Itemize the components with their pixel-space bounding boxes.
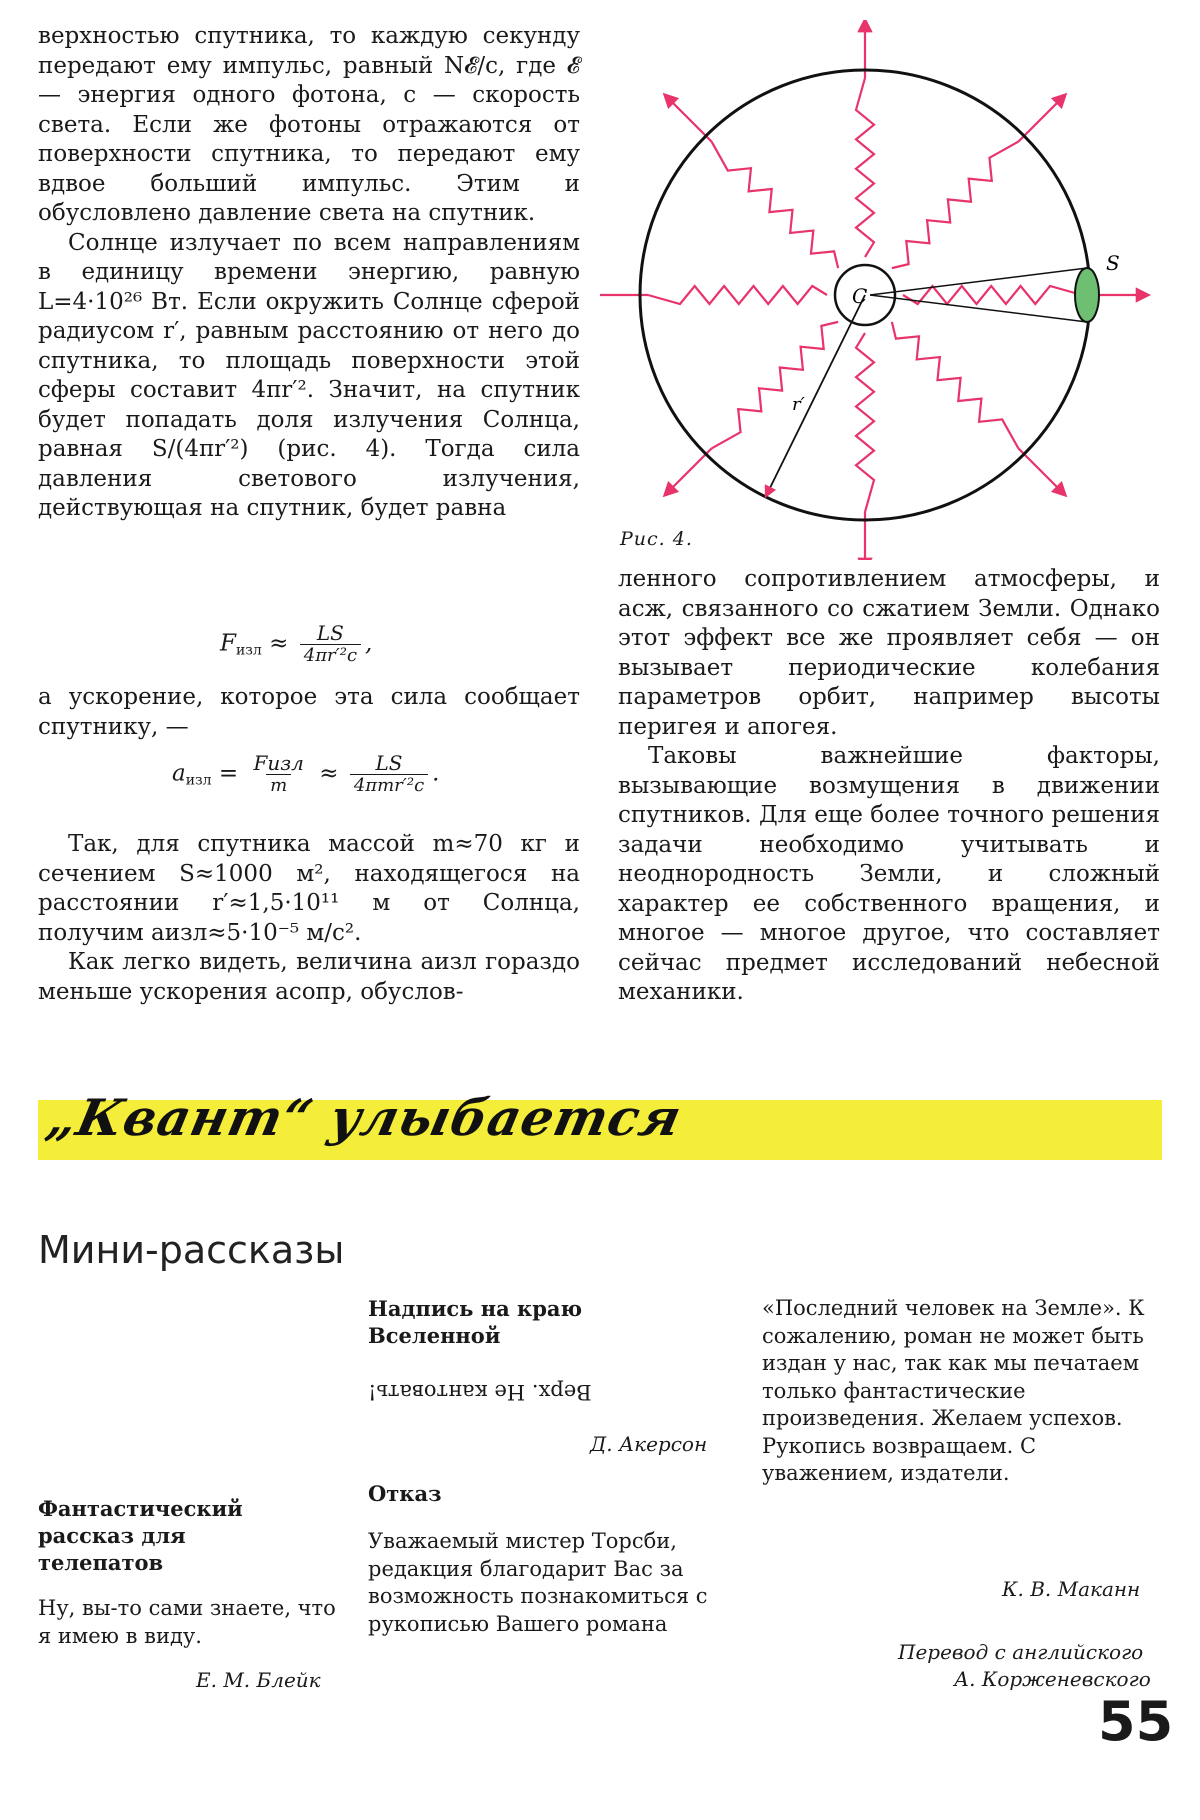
acceleration-formula: $a_{изл}$ = $\frac{\text{Fизл}}{m}$ ≈ $\frac{LS}{\text{4πmr′²c}}$ . (172, 751, 440, 796)
radiation-diagram (600, 20, 1160, 560)
force-formula: $F_{изл}$ ≈ $\frac{LS}{\text{4πr′²c}}$ , (220, 621, 373, 666)
approx-sign: ≈ (269, 630, 289, 657)
radiation-ray-zigzag (856, 333, 874, 512)
approx-sign: ≈ (319, 760, 339, 787)
radiation-ray-zigzag (856, 78, 874, 257)
sun-label: C (852, 284, 868, 308)
radiation-ray-zigzag (903, 286, 1082, 304)
paragraph: а ускорение, которое эта сила сообщает спутнику, — (38, 684, 580, 740)
story-title: Надпись на краю Вселенной (368, 1296, 583, 1348)
cone-line (870, 295, 1087, 322)
section-title: Мини-рассказы (38, 1228, 345, 1272)
radiation-ray-zigzag (712, 322, 839, 449)
equals-sign: = (218, 760, 239, 787)
fraction (250, 752, 308, 797)
formula-symbol: F (220, 630, 236, 657)
paragraph: Как легко видеть, величина aизл гораздо меньше ускорения aсопр, обуслов- (38, 949, 580, 1005)
story-text: Уважаемый мистер Торсби, редакция благодарит Вас за возможность познакомиться с рукописью Вашего романа (368, 1529, 708, 1636)
formula-symbol: a (172, 760, 186, 787)
fraction-denominator: 4πr′²c (300, 644, 361, 667)
left-column-bottom (38, 830, 580, 1007)
banner-title: „Квант“ улыбается (41, 1088, 688, 1147)
story-author: Е. М. Блейк (196, 1668, 321, 1692)
figure-caption: Рис. 4. (620, 528, 693, 550)
radiation-ray-arrow (665, 95, 712, 142)
upside-down-text: Верх. Не кантовать! (368, 1380, 592, 1404)
left-column-top (38, 22, 580, 524)
radius-label: r′ (792, 394, 805, 415)
formula-subscript: изл (235, 642, 262, 659)
radiation-ray-zigzag (712, 142, 839, 269)
translator-credit: А. Корженевского (954, 1667, 1151, 1691)
right-column (618, 565, 1160, 1008)
page-number: 55 (1098, 1690, 1174, 1753)
fraction-denominator: m (266, 774, 291, 797)
story-author: Д. Акерсон (590, 1432, 708, 1456)
story-author: К. В. Маканн (1002, 1577, 1141, 1601)
fraction-numerator: LS (316, 621, 344, 645)
story-text: «Последний человек на Земле». К сожалению, роман не может быть издан у нас, так как мы печатаем только фантастические произведения. Желаем успехов. Рукопись возвращаем. С уважением, издатели. (762, 1296, 1145, 1485)
fraction-denominator: 4πmr′²c (350, 774, 428, 797)
radiation-ray-arrow (1018, 95, 1065, 142)
radiation-ray-arrow (1018, 448, 1065, 495)
story-title: Отказ (368, 1481, 442, 1506)
fraction (350, 752, 428, 797)
paragraph: Солнце излучает по всем направлениям в единицу времени энергию, равную L=4·10²⁶ Вт. Если окружить Солнце сферой радиусом r′, равным расстоянию от него до спутника, то площадь поверхности этой сферы составит 4πr′². Значит, на спутник будет попадать доля излучения Солнца, равная S/(4πr′²) (рис. 4). Тогда сила давления светового излучения, действующая на спутник, будет равна (38, 229, 580, 521)
translator-credit: Перевод с английского (898, 1640, 1144, 1664)
radiation-ray-zigzag (892, 142, 1019, 269)
paragraph: Так, для спутника массой m≈70 кг и сечением S≈1000 м², находящегося на расстоянии r′≈1,5·10¹¹ м от Солнца, получим aизл≈5·10⁻⁵ м/с². (38, 831, 580, 946)
cone-line (870, 268, 1087, 295)
fraction-numerator: Fизл (253, 751, 304, 775)
satellite-area (1075, 268, 1099, 322)
story-text: Ну, вы-то сами знаете, что я имею в виду. (38, 1596, 336, 1648)
left-column-mid (38, 683, 580, 742)
radiation-ray-zigzag (648, 286, 827, 304)
fraction (300, 622, 361, 667)
paragraph: ленного сопротивлением атмосферы, и aсж, связанного со сжатием Земли. Однако этот эффект все же проявляет себя — он вызывает периодические колебания параметров орбит, например высоты перигея и апогея. (618, 566, 1160, 740)
paragraph: Таковы важнейшие факторы, вызывающие возмущения в движении спутников. Для еще более точного решения задачи необходимо учитывать и неоднородность Земли, и сложный характер ее собственного вращения, и многое — многое другое, что составляет сейчас предмет исследований небесной механики. (618, 743, 1160, 1005)
story-title: Фантастический рассказ для телепатов (38, 1496, 243, 1575)
formula-subscript: изл (185, 772, 212, 789)
radiation-ray-zigzag (892, 322, 1019, 449)
radiation-ray-arrow (665, 448, 712, 495)
satellite-label: S (1106, 251, 1120, 275)
radius-line (766, 295, 865, 496)
paragraph: верхностью спутника, то каждую секунду передают ему импульс, равный N𝓔/c, где 𝓔 — энергия одного фотона, c — скорость света. Если же фотоны отражаются от поверхности спутника, то передают ему вдвое больший импульс. Этим и обусловлено давление света на спутник. (38, 23, 580, 226)
fraction-numerator: LS (375, 751, 403, 775)
